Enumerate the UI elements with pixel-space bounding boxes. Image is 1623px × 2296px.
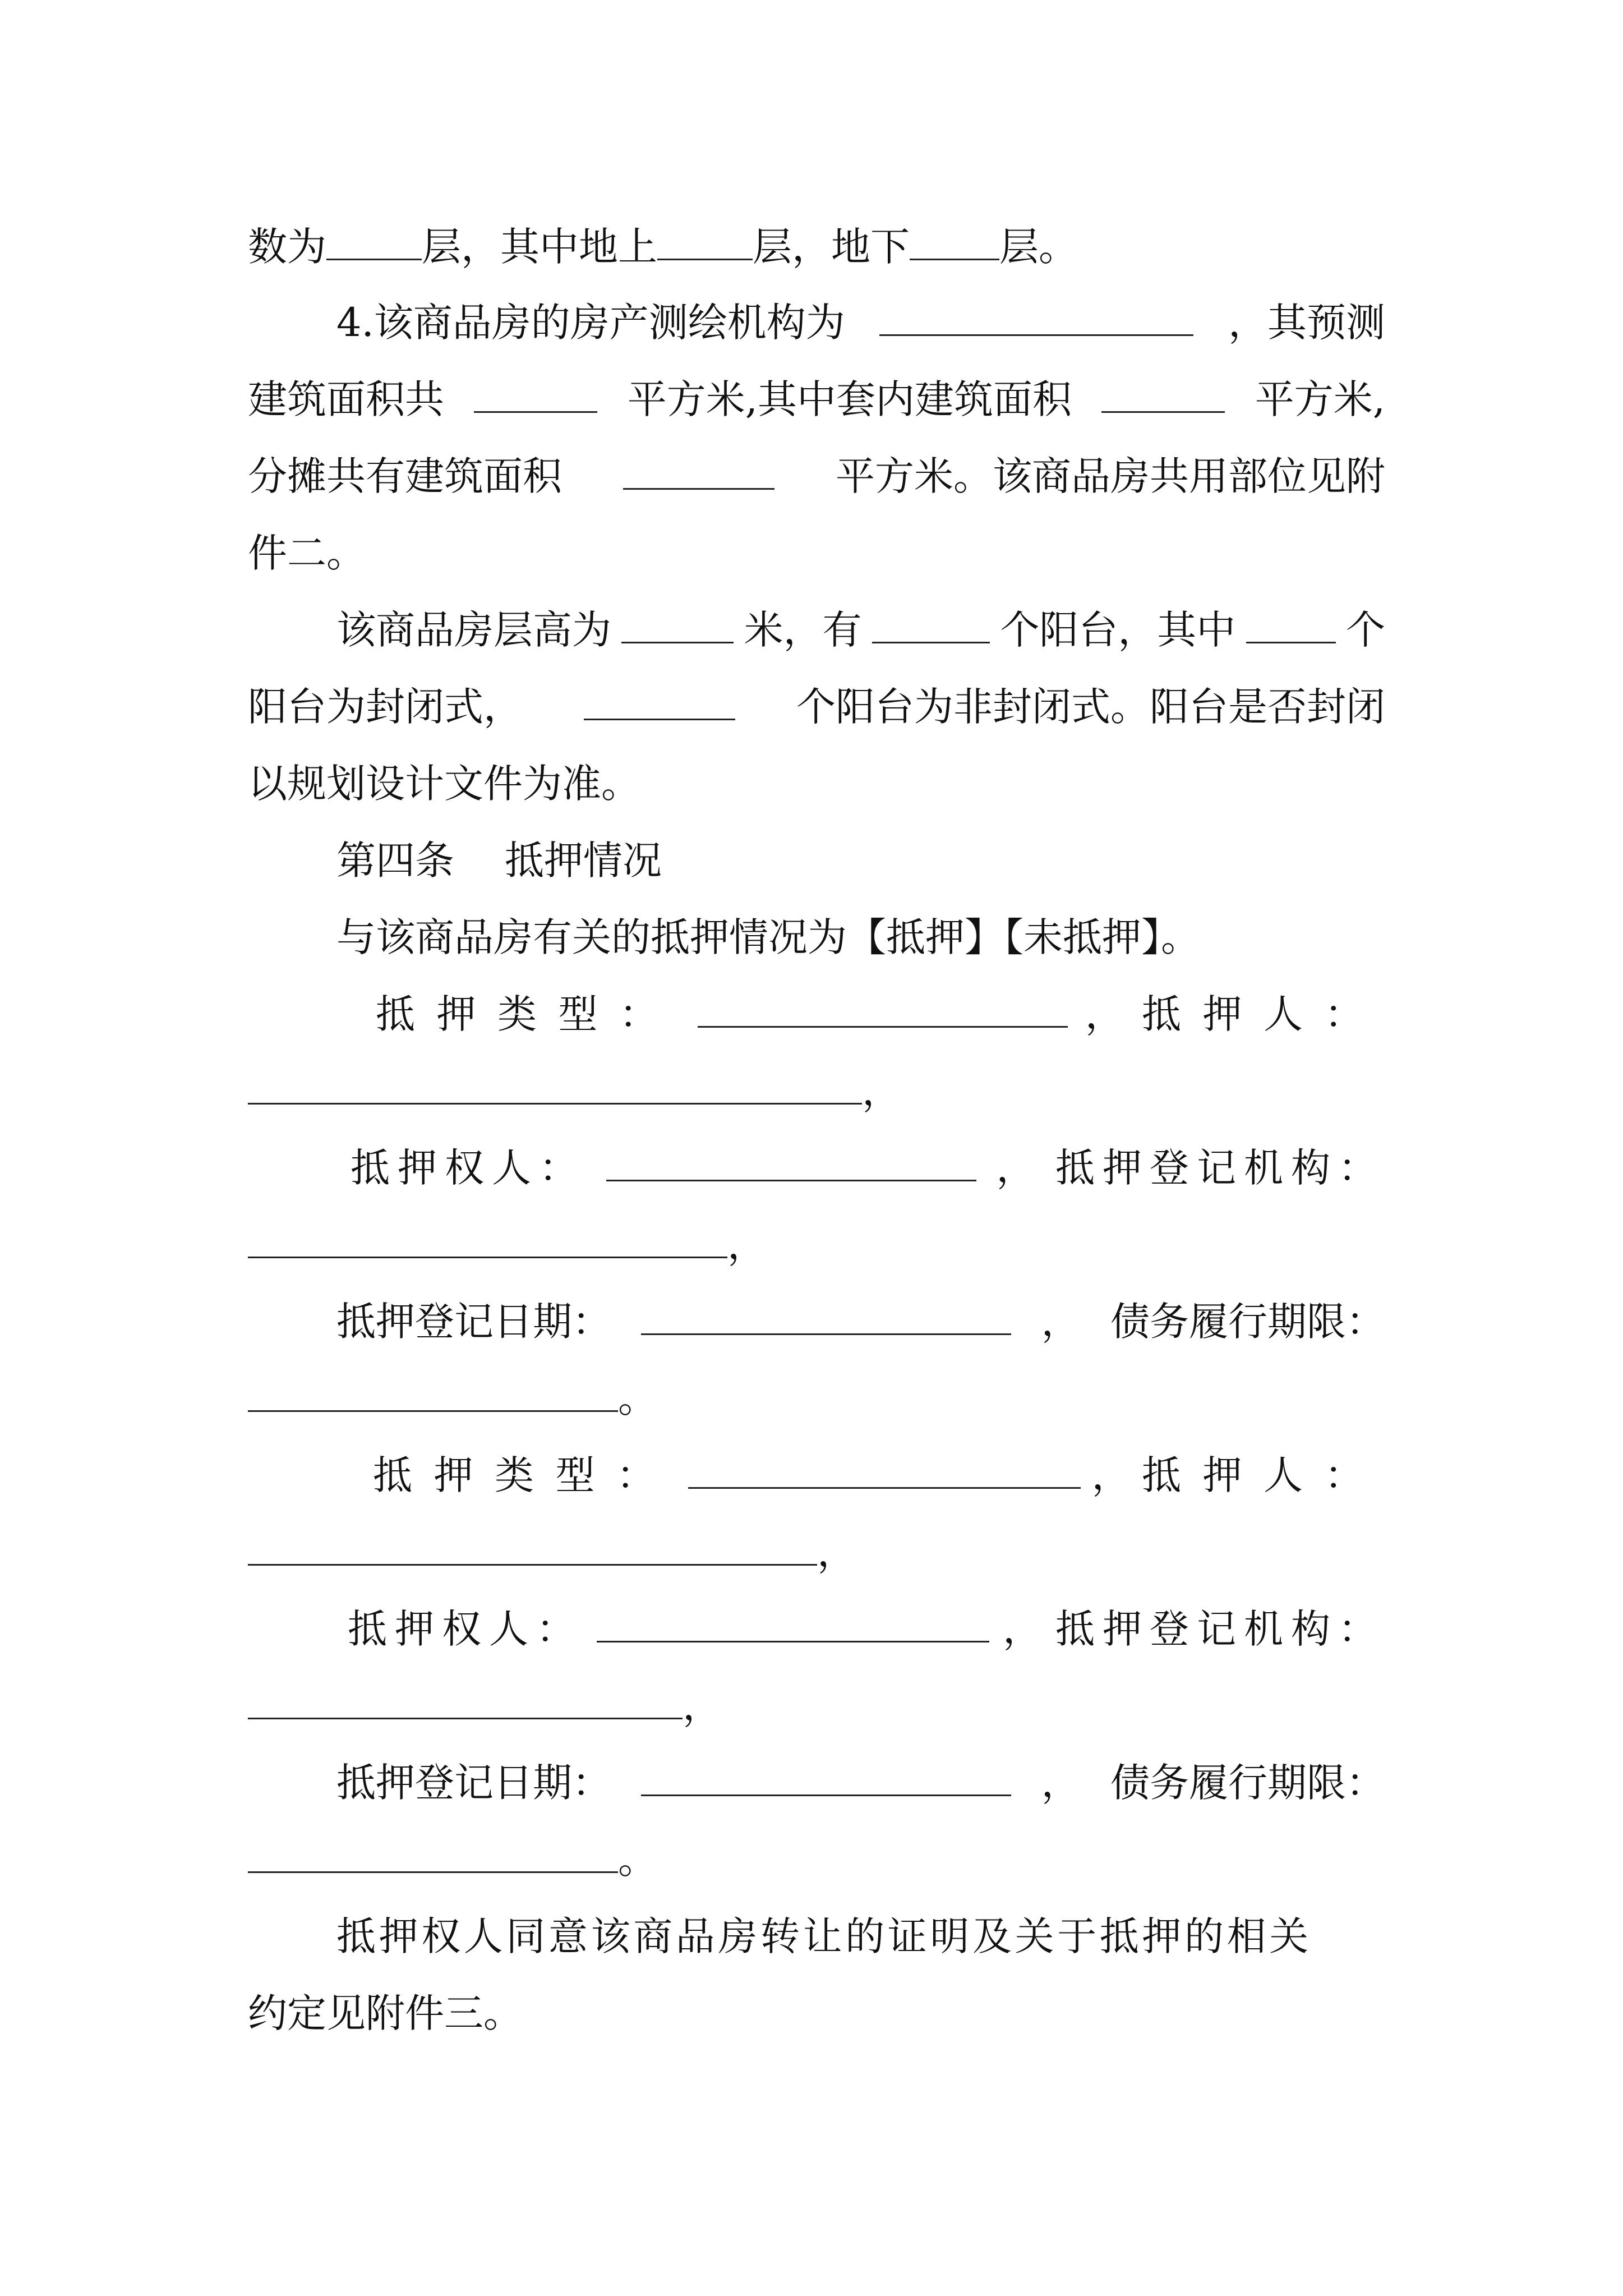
survey-line-1 <box>336 297 1385 348</box>
registry-blank[interactable] <box>248 1222 727 1258</box>
mortgagee-label: 抵押权人： <box>351 1145 586 1191</box>
text: 平方米。该商品房共用部位见附 <box>836 453 1385 499</box>
text: 个阳台，其中 <box>1000 607 1236 653</box>
text: 个 <box>1345 607 1385 653</box>
balcony-line-2 <box>248 682 1385 732</box>
mortgage-2-mortgagee-line <box>348 1604 1385 1654</box>
registration-date-label: 抵押登记日期： <box>336 1299 611 1345</box>
text: ， <box>862 1068 901 1114</box>
mortgage-2-term-line <box>248 1834 657 1885</box>
consent-line-1 <box>336 1911 1385 1962</box>
floors-line <box>248 222 1078 272</box>
registry-label: 抵押登记机构： <box>1055 1145 1385 1191</box>
text: ， <box>1085 991 1124 1037</box>
text: ， <box>817 1529 856 1575</box>
survey-line-3 <box>248 451 1385 501</box>
balcony-count-blank[interactable] <box>872 607 990 643</box>
consent-line-2 <box>248 1988 523 2039</box>
mortgagor-label: 抵押人： <box>1142 1452 1385 1498</box>
text: ， <box>1091 1452 1131 1498</box>
text: 件二。 <box>248 530 366 576</box>
mortgage-1-mortgagor-line <box>248 1066 901 1116</box>
text: ， <box>727 1222 767 1268</box>
text: 层。 <box>999 224 1078 270</box>
mortgagor-label: 抵押人： <box>1141 991 1385 1037</box>
text: 平方米,其中套内建筑面积 <box>627 376 1072 422</box>
closed-balcony-blank[interactable] <box>1246 607 1336 643</box>
text: 抵押权人同意该商品房转让的证明及关于抵押的相关 <box>336 1913 1312 1959</box>
predicted-area-blank[interactable] <box>474 376 597 413</box>
floor-height-blank[interactable] <box>621 607 734 643</box>
text: 分摊共有建筑面积 <box>248 453 562 499</box>
text: 4.该商品房的房产测绘机构为 <box>336 300 845 346</box>
open-balcony-blank[interactable] <box>584 684 735 720</box>
registration-date-blank[interactable] <box>641 1760 1011 1796</box>
mortgagor-blank[interactable] <box>248 1068 862 1105</box>
above-ground-floors-blank[interactable] <box>657 224 753 260</box>
text: 与该商品房有关的抵押情况为【抵押】【未抵押】。 <box>336 914 1200 960</box>
mortgage-1-term-line <box>248 1373 657 1424</box>
underground-floors-blank[interactable] <box>910 224 999 260</box>
mortgage-1-registry-line <box>248 1220 767 1270</box>
text: 层，地下 <box>753 224 910 270</box>
total-floors-blank[interactable] <box>326 224 422 260</box>
text: ， <box>1003 1606 1042 1652</box>
mortgage-type-blank[interactable] <box>688 1452 1081 1489</box>
text: 。 <box>618 1837 657 1883</box>
mortgage-type-label: 抵押类型： <box>373 1452 677 1498</box>
text: ， <box>996 1145 1036 1191</box>
debt-term-label: 债务履行期限： <box>1110 1299 1385 1345</box>
survey-line-2 <box>248 374 1385 425</box>
article-title: 抵押情况 <box>505 838 662 884</box>
mortgage-2-type-line <box>373 1450 1385 1501</box>
text: 。 <box>618 1375 657 1421</box>
registry-blank[interactable] <box>248 1683 683 1719</box>
text: ，其预测 <box>1228 300 1385 346</box>
debt-term-blank[interactable] <box>248 1837 618 1873</box>
debt-term-label: 债务履行期限： <box>1110 1760 1385 1806</box>
mortgage-type-label: 抵押类型： <box>376 991 680 1037</box>
text: ， <box>1041 1760 1081 1806</box>
registration-date-label: 抵押登记日期： <box>336 1760 611 1806</box>
text: 层，其中地上 <box>422 224 657 270</box>
mortgagee-blank[interactable] <box>597 1606 989 1642</box>
text: 以规划设计文件为准。 <box>248 761 640 807</box>
mortgage-1-type-line <box>376 989 1385 1039</box>
inner-area-blank[interactable] <box>1101 376 1225 413</box>
shared-area-blank[interactable] <box>623 453 774 490</box>
survey-line-4 <box>248 528 366 578</box>
text: 平方米, <box>1255 376 1385 422</box>
balcony-line-3 <box>248 758 640 809</box>
registration-date-blank[interactable] <box>641 1299 1011 1335</box>
text: ， <box>683 1683 722 1729</box>
registry-label: 抵押登记机构： <box>1055 1606 1385 1652</box>
balcony-line-1 <box>336 605 1385 655</box>
text: 建筑面积共 <box>248 376 444 422</box>
text: 个阳台为非封闭式。阳台是否封闭 <box>796 684 1385 730</box>
text: 该商品房层高为 <box>336 607 611 653</box>
debt-term-blank[interactable] <box>248 1375 618 1412</box>
mortgage-type-blank[interactable] <box>698 991 1068 1028</box>
article-4-heading <box>336 835 662 886</box>
article-number: 第四条 <box>336 838 454 884</box>
text: 阳台为封闭式， <box>248 684 523 730</box>
mortgage-2-date-line <box>336 1757 1385 1808</box>
text: 约定见附件三。 <box>248 1990 523 2036</box>
text: 数为 <box>248 224 326 270</box>
mortgage-1-mortgagee-line <box>351 1143 1385 1193</box>
mortgage-2-mortgagor-line <box>248 1527 856 1577</box>
mortgage-2-registry-line <box>248 1681 722 1731</box>
mortgagee-blank[interactable] <box>606 1145 976 1181</box>
mortgage-status-line <box>336 912 1200 963</box>
mortgage-1-date-line <box>336 1296 1385 1347</box>
text: ， <box>1041 1299 1081 1345</box>
mortgagor-blank[interactable] <box>248 1529 817 1566</box>
survey-agency-blank[interactable] <box>879 300 1193 336</box>
text: 米，有 <box>744 607 862 653</box>
mortgagee-label: 抵押权人： <box>348 1606 583 1652</box>
